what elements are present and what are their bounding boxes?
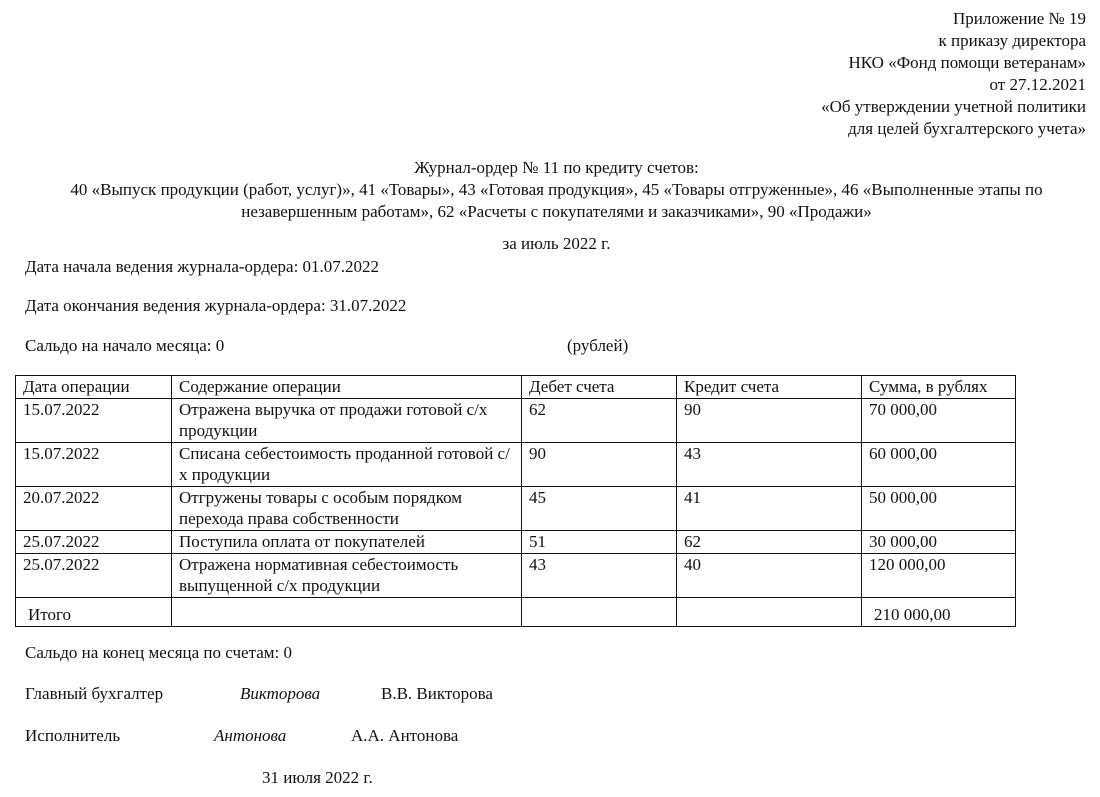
appendix-line: для целей бухгалтерского учета»: [848, 119, 1086, 138]
executor-signature: Антонова: [214, 726, 287, 745]
cell-amount: 30 000,00: [862, 531, 1016, 554]
total-empty-cell: [172, 598, 522, 627]
table-row: [16, 443, 1016, 487]
cell-credit: 41: [677, 487, 862, 531]
total-empty-cell: [677, 598, 862, 627]
journal-period: за июль 2022 г.: [502, 234, 611, 253]
appendix-line: от 27.12.2021: [989, 75, 1086, 94]
table-row: [16, 399, 1016, 443]
appendix-block: [666, 8, 1086, 140]
table-row: [16, 487, 1016, 531]
cell-description: Поступила оплата от покупателей: [172, 531, 522, 554]
chief-accountant-name: В.В. Викторова: [381, 684, 493, 703]
cell-date: 15.07.2022: [16, 443, 172, 487]
cell-date: 15.07.2022: [16, 399, 172, 443]
cell-debit: 45: [522, 487, 677, 531]
opening-balance: Сальдо на начало месяца: 0: [25, 336, 225, 355]
cell-credit: 90: [677, 399, 862, 443]
cell-credit: 43: [677, 443, 862, 487]
column-header-debit: Дебет счета: [522, 376, 677, 399]
chief-accountant-signature: Викторова: [240, 684, 321, 703]
chief-accountant-role: Главный бухгалтер: [25, 684, 164, 703]
cell-description: Отражена выручка от продажи готовой с/х продукции: [172, 399, 522, 443]
table-header-row: [16, 376, 1016, 399]
appendix-line: к приказу директора: [938, 31, 1086, 50]
currency-note: (рублей): [567, 336, 629, 355]
cell-date: 25.07.2022: [16, 531, 172, 554]
column-header-date: Дата операции: [16, 376, 172, 399]
heading-accounts-line: незавершенным работам», 62 «Расчеты с покупателями и заказчиками», 90 «Продажи»: [241, 202, 872, 221]
total-label: Итого: [16, 598, 172, 627]
closing-balance: Сальдо на конец месяца по счетам: 0: [25, 643, 292, 662]
table-row: [16, 531, 1016, 554]
cell-description: Отгружены товары с особым порядком перехода права собственности: [172, 487, 522, 531]
table-total-row: [16, 598, 1016, 627]
appendix-line: НКО «Фонд помощи ветеранам»: [848, 53, 1086, 72]
cell-debit: 43: [522, 554, 677, 598]
cell-debit: 90: [522, 443, 677, 487]
cell-credit: 40: [677, 554, 862, 598]
heading-title: Журнал-ордер № 11 по кредиту счетов:: [414, 158, 699, 177]
total-amount: 210 000,00: [862, 598, 1016, 627]
appendix-line: «Об утверждении учетной политики: [821, 97, 1086, 116]
cell-date: 20.07.2022: [16, 487, 172, 531]
cell-description: Отражена нормативная себестоимость выпущенной с/х продукции: [172, 554, 522, 598]
cell-amount: 70 000,00: [862, 399, 1016, 443]
column-header-amount: Сумма, в рублях: [862, 376, 1016, 399]
cell-debit: 62: [522, 399, 677, 443]
document-date: 31 июля 2022 г.: [262, 768, 373, 787]
table-row: [16, 554, 1016, 598]
end-date: Дата окончания ведения журнала-ордера: 31.07.2022: [25, 296, 407, 315]
cell-amount: 60 000,00: [862, 443, 1016, 487]
cell-amount: 50 000,00: [862, 487, 1016, 531]
column-header-credit: Кредит счета: [677, 376, 862, 399]
cell-description: Списана себестоимость проданной готовой с/х продукции: [172, 443, 522, 487]
cell-credit: 62: [677, 531, 862, 554]
cell-amount: 120 000,00: [862, 554, 1016, 598]
journal-table: [15, 375, 1016, 627]
cell-debit: 51: [522, 531, 677, 554]
start-date: Дата начала ведения журнала-ордера: 01.07.2022: [25, 257, 380, 276]
executor-role: Исполнитель: [25, 726, 121, 745]
column-header-description: Содержание операции: [172, 376, 522, 399]
heading-accounts-line: 40 «Выпуск продукции (работ, услуг)», 41 «Товары», 43 «Готовая продукция», 45 «Товары отгруженные», 46 «Выполненные этапы по: [70, 180, 1043, 199]
executor-name: А.А. Антонова: [351, 726, 459, 745]
journal-heading: [14, 157, 1099, 223]
total-empty-cell: [522, 598, 677, 627]
cell-date: 25.07.2022: [16, 554, 172, 598]
appendix-line: Приложение № 19: [953, 9, 1086, 28]
